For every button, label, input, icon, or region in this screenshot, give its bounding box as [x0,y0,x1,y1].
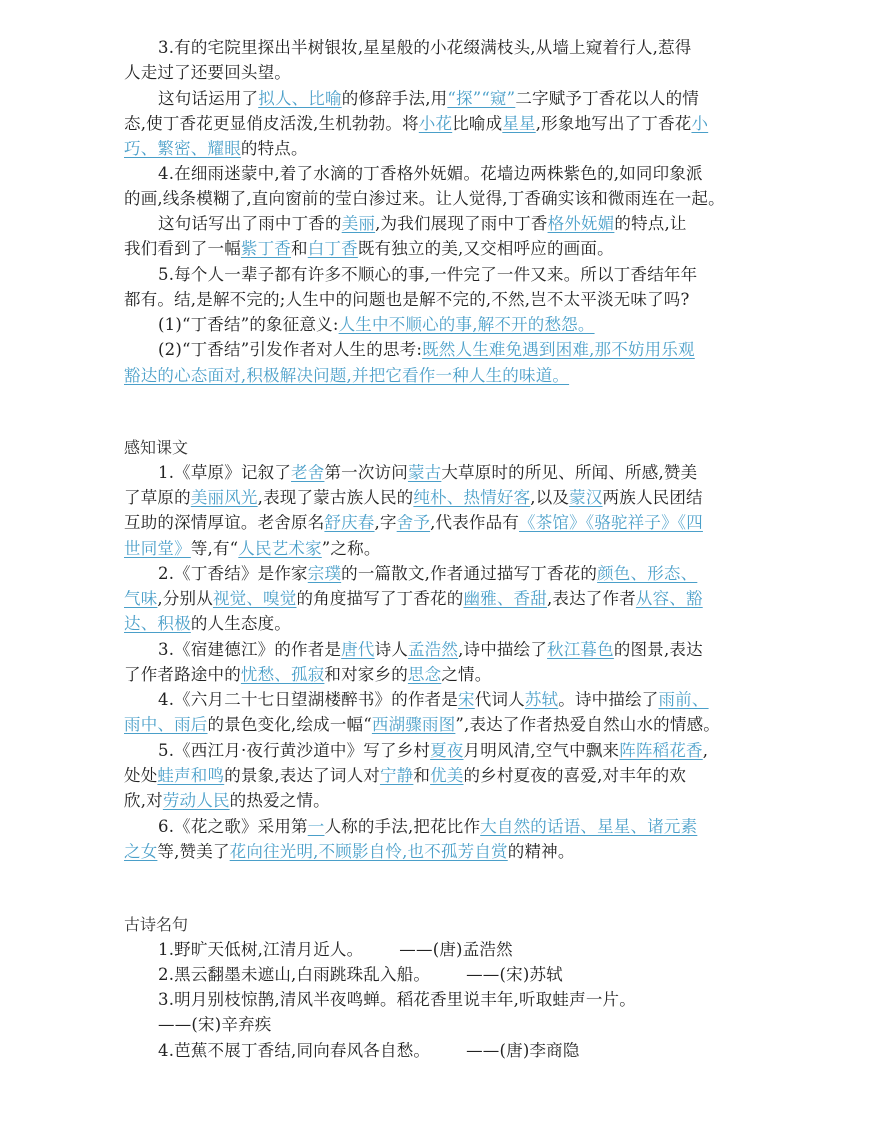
answer: “探”“窥” [447,89,516,108]
s1-p2-line1 [158,562,697,586]
answer: 既然人生难免遇到困难,那不妨用乐观 [422,340,695,359]
answer: 小花 [418,114,453,133]
s1-p5-line2 [124,764,686,788]
answer: 格外妩媚 [547,214,615,233]
text: ,表现了蒙古族人民的 [257,488,414,507]
s1-p1-line2 [124,486,703,510]
answer: 世同堂》 [124,539,191,558]
passage-5-line1: 5.每个人一辈子都有许多不顺心的事,一件完了一件又来。所以丁香结年年 [158,265,698,284]
text: 等,赞美了 [157,842,230,861]
text: (2)“丁香结”引发作者对人生的思考: [158,340,423,359]
text: 的景色变化,绘成一幅“ [207,715,372,734]
analysis-3-line1 [158,87,699,111]
answer: 宗璞 [307,564,342,583]
answer: 夏夜 [430,741,464,760]
text: 的人生态度。 [190,614,292,633]
text: 2.《丁香结》是作家 [158,564,308,583]
s1-p2-line2 [124,587,703,611]
text: ,诗中描绘了 [458,640,548,659]
poem-author: ——(宋)辛弃疾 [158,1015,272,1034]
text: ,分别从 [157,589,213,608]
answer: 紫丁香 [240,239,292,258]
text: 了草原的 [124,488,191,507]
answer: 白丁香 [307,239,358,258]
answer: 美丽 [341,214,376,233]
question-5-2-line2 [124,364,569,388]
answer: 大自然的话语、星星、诸元素 [480,817,698,836]
text: ,为我们展现了雨中丁香 [375,214,548,233]
text: 欣,对 [124,791,163,810]
answer: 《茶馆》《骆驼祥子》《四 [519,513,703,532]
text: 的景象,表达了词人对 [224,766,380,785]
s1-p2-line3 [124,612,291,636]
answer: 幽雅、香甜 [463,589,547,608]
answer: 一 [307,817,325,836]
passage-3-line2: 人走过了还要回头望。 [124,63,291,82]
question-5-2-line1 [158,338,695,362]
text: 和 [413,766,431,785]
text: 两族人民团结 [602,488,703,507]
answer: 之女 [124,842,158,861]
answer: 舍予 [396,513,431,532]
text: 5.《西江月·夜行黄沙道中》写了乡村 [158,741,431,760]
text: 和对家乡的 [324,665,408,684]
text: 的图景,表达 [613,640,703,659]
text: ,以及 [530,488,570,507]
text: ,形象地写出了丁香花 [535,114,692,133]
s1-p6-line1 [158,815,697,839]
text: 的热爱之情。 [229,791,330,810]
answer: 蛙声和鸣 [157,766,225,785]
poem-text: 1.野旷天低树,江清月近人。 [158,940,364,959]
section-heading-poems: 古诗名句 [124,915,189,934]
answer: 星星 [502,114,536,133]
answer: 忧愁、孤寂 [240,665,325,684]
text: 的特点,让 [614,214,687,233]
text: 3.《宿建德江》的作者是 [158,640,342,659]
answer: 拟人、比喻 [258,89,342,108]
poem-line-3-author [158,1013,271,1037]
answer: 颜色、形态、 [597,564,698,583]
answer: 达、积极 [124,614,191,633]
answer: 美丽风光 [190,488,258,507]
s1-p6-line2 [124,840,575,864]
s1-p5-line1 [158,739,708,763]
text: 等,有“ [190,539,239,558]
text: 这句话写出了雨中丁香的 [158,214,342,233]
passage-4-line2: 的画,线条模糊了,直向窗前的莹白渗过来。让人觉得,丁香确实该和微雨连在一起。 [124,189,725,208]
passage-5-line2: 都有。结,是解不完的;人生中的问题也是解不完的,不然,岂不太平淡无味了吗? [124,290,690,309]
poem-text: 2.黑云翻墨未遮山,白雨跳珠乱入船。 [158,965,431,984]
answer: 西湖骤雨图 [371,715,456,734]
answer: 雨中、雨后 [124,715,208,734]
text: 二字赋予丁香花以人的情 [515,89,700,108]
text: , [702,741,709,760]
answer: 老舍 [291,463,325,482]
question-5-1 [158,313,595,337]
answer: 宋 [458,690,475,709]
analysis-3-line3 [124,137,308,161]
poem-line-3 [158,988,636,1012]
poem-line-4 [158,1039,580,1063]
answer: 纯朴、热情好客 [413,488,531,507]
answer: 孟浩然 [407,640,459,659]
text: ”之称。 [321,539,381,558]
text: 月明风清,空气中飘来 [463,741,620,760]
answer: 从容、豁 [635,589,703,608]
s1-p5-line3 [124,789,330,813]
passage-3-line1: 3.有的宅院里探出半树银妆,星星般的小花缀满枝头,从墙上窥着行人,惹得 [158,38,692,57]
text: 代词人 [474,690,525,709]
answer: 唐代 [341,640,375,659]
answer: 视觉、嗅觉 [212,589,297,608]
s1-p4-line1 [158,688,709,712]
text: 这句话运用了 [158,89,259,108]
text: 处处 [124,766,158,785]
text: 互助的深情厚谊。老舍原名 [124,513,325,532]
text: 第一次访问 [324,463,408,482]
poem-line-1 [158,938,513,962]
text: 的一篇散文,作者通过描写丁香花的 [341,564,598,583]
passage-4-line1: 4.在细雨迷蒙中,着了水滴的丁香格外妩媚。花墙边两株紫色的,如同印象派 [158,164,703,183]
answer: 舒庆春 [324,513,375,532]
text: 大草原时的所见、所闻、所感,赞美 [441,463,698,482]
s1-p1-line1 [158,461,697,485]
answer: 人民艺术家 [238,539,322,558]
text: 既有独立的美,又交相呼应的画面。 [357,239,614,258]
text: 态,使丁香花更显俏皮活泼,生机勃勃。将 [124,114,419,133]
text: 6.《花之歌》采用第 [158,817,308,836]
section-heading-perception: 感知课文 [124,438,189,457]
answer: 豁达的心态面对,积极解决问题,并把它看作一种人生的味道。 [124,366,570,385]
s1-p1-line3 [124,511,703,535]
answer: 小 [691,114,709,133]
poem-author: ——(唐)孟浩然 [399,940,513,959]
answer: 思念 [407,665,442,684]
analysis-4-line2 [124,237,614,261]
text: 之情。 [441,665,492,684]
text: 。诗中描绘了 [558,690,659,709]
text: 的角度描写了丁香花的 [296,589,464,608]
answer: 劳动人民 [162,791,230,810]
poem-author: ——(宋)苏轼 [466,965,563,984]
text: 了作者路途中的 [124,665,241,684]
answer: 苏轼 [524,690,559,709]
text: 比喻成 [452,114,503,133]
answer: 蒙古 [407,463,442,482]
text: 我们看到了一幅 [124,239,241,258]
text: 的修辞手法,用 [341,89,448,108]
poem-line-2 [158,963,563,987]
answer: 蒙汉 [569,488,603,507]
answer: 秋江暮色 [547,640,614,659]
s1-p4-line2 [124,713,720,737]
text: 的乡村夏夜的喜爱,对丰年的欢 [463,766,687,785]
text: ,代表作品有 [430,513,520,532]
answer: 人生中不顺心的事,解不开的愁怨。 [338,315,595,334]
text: ”,表达了作者热爱自然山水的情感。 [455,715,720,734]
text: 诗人 [374,640,408,659]
answer: 宁静 [379,766,414,785]
text: (1)“丁香结”的象征意义: [158,315,339,334]
analysis-3-line2 [124,112,708,136]
text: ,表达了作者 [546,589,636,608]
text: 人称的手法,把花比作 [324,817,481,836]
text: 和 [291,239,308,258]
text: 的精神。 [507,842,575,861]
text: 4.《六月二十七日望湖楼醉书》的作者是 [158,690,459,709]
answer: 花向往光明,不顾影自怜,也不孤芳自赏 [229,842,508,861]
answer: 优美 [430,766,464,785]
answer: 阵阵稻花香 [619,741,703,760]
text: 的特点。 [240,139,308,158]
s1-p1-line4 [124,537,381,561]
answer: 气味 [124,589,158,608]
poem-text: 4.芭蕉不展丁香结,同向春风各自愁。 [158,1041,431,1060]
analysis-4-line1 [158,212,687,236]
text: ,字 [374,513,397,532]
poem-author: ——(唐)李商隐 [466,1041,580,1060]
s1-p3-line1 [158,638,703,662]
answer: 巧、繁密、耀眼 [124,139,241,158]
s1-p3-line2 [124,663,491,687]
poem-text: 3.明月别枝惊鹊,清风半夜鸣蝉。稻花香里说丰年,听取蛙声一片。 [158,990,636,1009]
text: 1.《草原》记叙了 [158,463,292,482]
answer: 雨前、 [658,690,709,709]
